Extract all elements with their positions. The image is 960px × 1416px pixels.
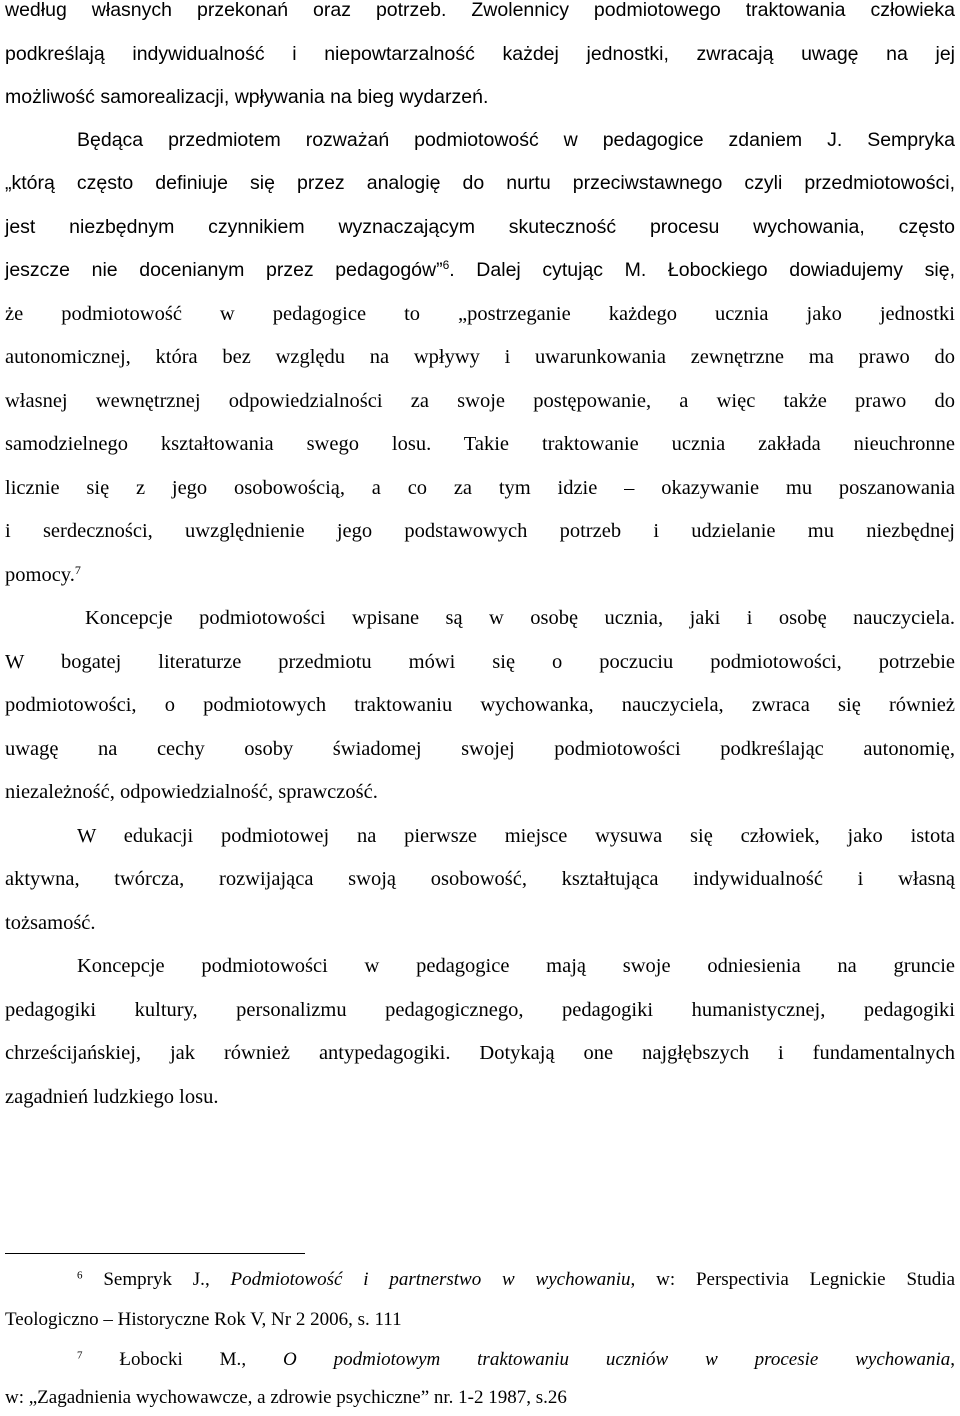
- text-line: [5, 258, 955, 282]
- text-line: pedagogiki kultury, personalizmu pedagogicznego, pedagogiki humanistycznej, pedagogiki: [5, 999, 955, 1021]
- text-line: według własnych przekonań oraz potrzeb. Zwolennicy podmiotowego traktowania człowieka: [5, 0, 955, 21]
- footnote-ref: 7: [74, 562, 81, 577]
- footnote-separator: [5, 1253, 305, 1254]
- text-line: aktywna, twórcza, rozwijająca swoją osobowość, kształtująca indywidualność i własną: [5, 868, 955, 890]
- text-line: tożsamość.: [5, 912, 96, 934]
- text-segment: . Dalej cytując M. Łobockiego dowiadujemy się,: [449, 259, 955, 281]
- text-line: możliwość samorealizacji, wpływania na bieg wydarzeń.: [5, 86, 489, 108]
- text-segment: ,: [241, 1349, 283, 1370]
- text-line: podmiotowości, o podmiotowych traktowaniu wychowanka, nauczyciela, zwraca się również: [5, 694, 955, 716]
- footnote-author: Łobocki M.: [119, 1349, 242, 1370]
- text-line: chrześcijańskiej, jak również antypedagogiki. Dotykają one najgłębszych i fundamentalnych: [5, 1042, 955, 1064]
- footnote-title: Podmiotowość i partnerstwo w wychowaniu: [230, 1269, 631, 1290]
- text-line: licznie się z jego osobowością, a co za tym idzie – okazywanie mu poszanowania: [5, 477, 955, 499]
- text-segment: jeszcze nie docenianym przez pedagogów”: [5, 259, 443, 281]
- footnote-6-continued: Teologiczno – Historyczne Rok V, Nr 2 2006, s. 111: [5, 1309, 402, 1330]
- footnote-ref: 6: [442, 257, 450, 272]
- text-line: „którą często definiuje się przez analogię do nurtu przeciwstawnego czyli przedmiotowości,: [5, 172, 955, 194]
- text-line: [5, 563, 955, 587]
- footnote-author: Sempryk J.: [103, 1269, 205, 1290]
- text-line: uwagę na cechy osoby świadomej swojej podmiotowości podkreślając autonomię,: [5, 738, 955, 760]
- text-line: własnej wewnętrznej odpowiedzialności za swoje postępowanie, a więc także prawo do: [5, 390, 955, 412]
- text-segment: , w: Perspectivia Legnickie Studia: [630, 1269, 956, 1290]
- text-line: autonomicznej, która bez względu na wpływy i uwarunkowania zewnętrzne ma prawo do: [5, 346, 955, 368]
- text-line: że podmiotowość w pedagogice to „postrzeganie każdego ucznia jako jednostki: [5, 303, 955, 325]
- footnote-number: 7: [77, 1349, 83, 1362]
- footnote-title: O podmiotowym traktowaniu uczniów w procesie wychowania: [282, 1349, 951, 1370]
- text-line: Koncepcje podmiotowości wpisane są w osobę ucznia, jaki i osobę nauczyciela.: [85, 607, 955, 629]
- text-line: Będąca przedmiotem rozważań podmiotowość w pedagogice zdaniem J. Sempryka: [77, 129, 955, 151]
- text-segment: pomocy.: [5, 564, 75, 586]
- text-line: W edukacji podmiotowej na pierwsze miejsce wysuwa się człowiek, jako istota: [77, 825, 955, 847]
- text-segment: ,: [204, 1269, 231, 1290]
- footnote-7-continued: w: „Zagadnienia wychowawcze, a zdrowie psychiczne” nr. 1-2 1987, s.26: [5, 1387, 567, 1408]
- text-line: jest niezbędnym czynnikiem wyznaczającym skuteczność procesu wychowania, często: [5, 216, 955, 238]
- text-line: Koncepcje podmiotowości w pedagogice mają swoje odniesienia na gruncie: [77, 955, 955, 977]
- text-line: W bogatej literaturze przedmiotu mówi się o poczuciu podmiotowości, potrzebie: [5, 651, 955, 673]
- footnote-6: [5, 1268, 955, 1292]
- footnote-7: [5, 1348, 955, 1372]
- text-line: podkreślają indywidualność i niepowtarzalność każdej jednostki, zwracają uwagę na jej: [5, 43, 955, 65]
- text-line: i serdeczności, uwzględnienie jego podstawowych potrzeb i udzielanie mu niezbędnej: [5, 520, 955, 542]
- text-segment: ,: [950, 1349, 956, 1370]
- text-line: samodzielnego kształtowania swego losu. Takie traktowanie ucznia zakłada nieuchronne: [5, 433, 955, 455]
- footnote-number: 6: [77, 1269, 83, 1282]
- text-line: zagadnień ludzkiego losu.: [5, 1086, 219, 1108]
- text-line: niezależność, odpowiedzialność, sprawczość.: [5, 781, 378, 803]
